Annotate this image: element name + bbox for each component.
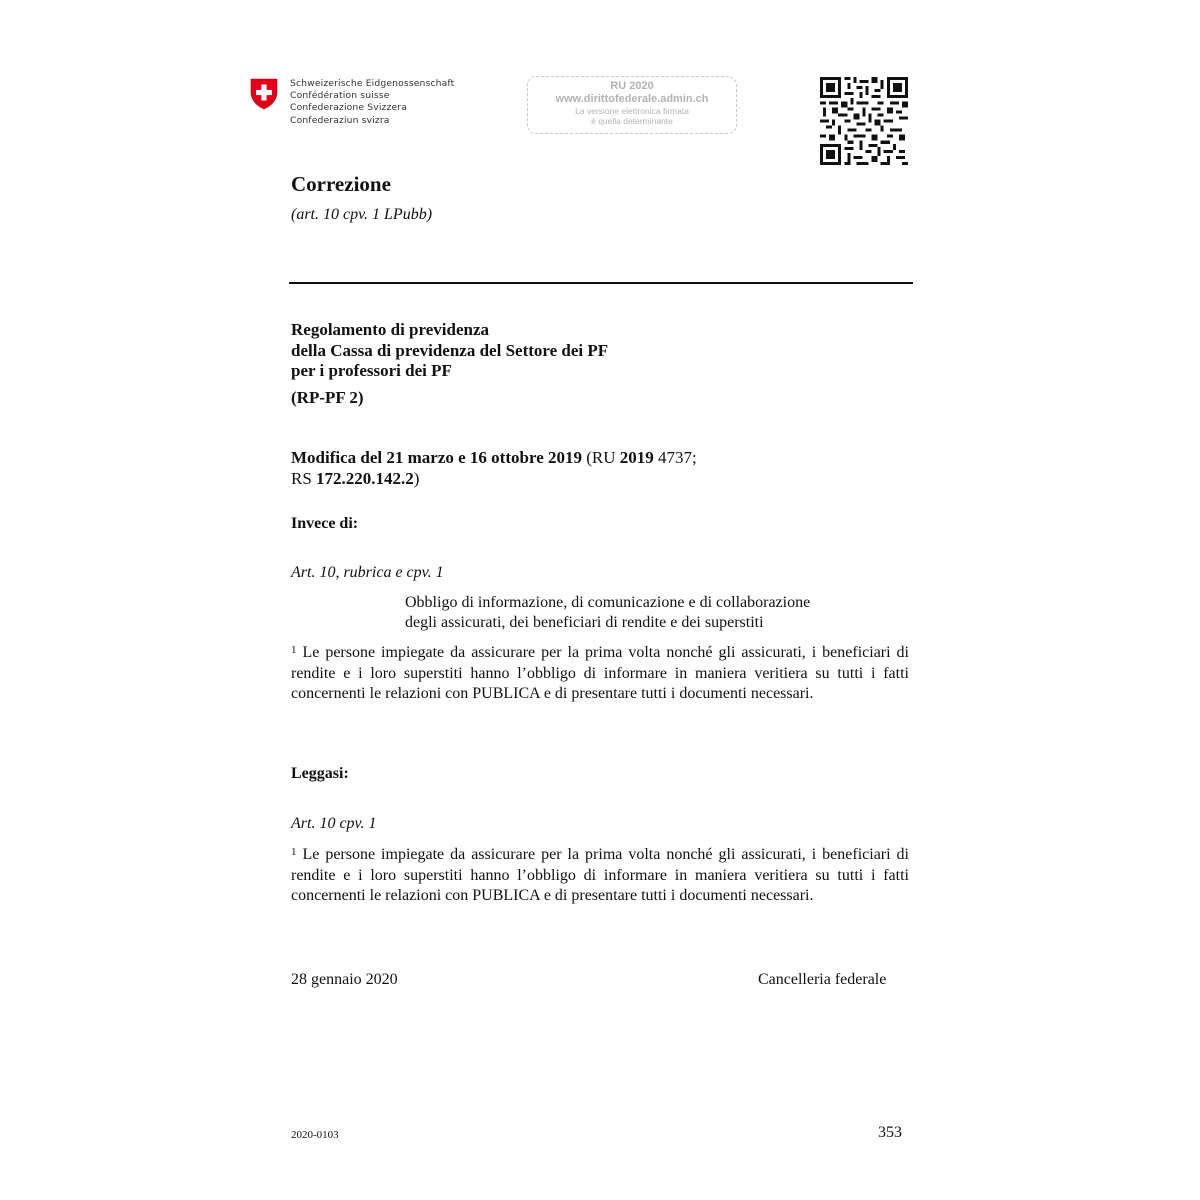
- ru-year: 2019: [619, 448, 654, 467]
- document-number: 2020-0103: [291, 1129, 339, 1141]
- confederation-names: [290, 78, 454, 127]
- confederation-name-it: Confederazione Svizzera: [290, 102, 408, 114]
- read-paragraph: [291, 842, 909, 907]
- qr-code: [820, 77, 908, 165]
- regulation-title-line: della Cassa di previdenza del Settore dei PF: [291, 340, 609, 360]
- stamp-note-1: La versione elettronica firmata: [575, 106, 689, 116]
- regulation-title-line: per i professori dei PF: [291, 361, 452, 380]
- confederation-name-fr: Confédération suisse: [290, 90, 390, 102]
- amendment-reference: [291, 447, 911, 489]
- confederation-name-de: Schweizerische Eidgenossenschaft: [290, 78, 455, 89]
- rubrica-line: Obbligo di informazione, di comunicazione e di collaborazione: [405, 594, 811, 611]
- stamp-note-2: è quella determinante: [591, 116, 673, 126]
- regulation-title: [291, 320, 608, 382]
- page-number: 353: [878, 1124, 902, 1141]
- instead-label: Invece di:: [291, 515, 359, 532]
- instead-paragraph: [291, 640, 909, 705]
- confederation-name-rm: Confederaziun svizra: [290, 114, 390, 126]
- title-divider: [289, 282, 913, 284]
- amendment-date: Modifica del 21 marzo e 16 ottobre 2019: [291, 448, 582, 467]
- ru-page: 4737;: [653, 448, 697, 467]
- paragraph-number: 1: [291, 644, 297, 656]
- regulation-abbreviation: (RP-PF 2): [291, 388, 364, 407]
- stamp-collection: RU 2020: [610, 80, 654, 92]
- stamp-url: www.dirittofederale.admin.ch: [555, 93, 709, 105]
- swiss-coat-of-arms-icon: [250, 78, 278, 110]
- read-label: Leggasi:: [291, 765, 349, 782]
- instead-rubrica: [405, 593, 810, 632]
- document-subtitle: (art. 10 cpv. 1 LPubb): [291, 206, 433, 223]
- issuing-authority: Cancelleria federale: [758, 971, 887, 988]
- rubrica-line: degli assicurati, dei beneficiari di rendite e dei superstiti: [405, 613, 764, 631]
- document-title: Correzione: [291, 172, 391, 196]
- rs-number: 172.220.142.2: [316, 469, 414, 488]
- official-publication-stamp: [527, 76, 737, 134]
- regulation-title-line: Regolamento di previdenza: [291, 320, 490, 339]
- ru-open: (RU: [581, 448, 620, 467]
- instead-article: Art. 10, rubrica e cpv. 1: [291, 564, 444, 581]
- rs-close: ): [413, 469, 420, 488]
- paragraph-text: Le persone impiegate da assicurare per la prima volta nonché gli assicurati, i beneficiari di rendite e i loro superstiti hanno l’obbligo di informare in maniera veritiera su tutti i fatti concernenti le relazioni con PUBLICA e di presentare tutti i documenti necessari.: [291, 644, 909, 702]
- document-date: 28 gennaio 2020: [291, 971, 398, 988]
- paragraph-text: Le persone impiegate da assicurare per la prima volta nonché gli assicurati, i beneficiari di rendite e i loro superstiti hanno l’obbligo di informare in maniera veritiera su tutti i fatti concernenti le relazioni con PUBLICA e di presentare tutti i documenti necessari.: [291, 846, 909, 904]
- rs-label: RS: [291, 469, 317, 488]
- read-article: Art. 10 cpv. 1: [291, 815, 377, 832]
- paragraph-number: 1: [291, 846, 297, 858]
